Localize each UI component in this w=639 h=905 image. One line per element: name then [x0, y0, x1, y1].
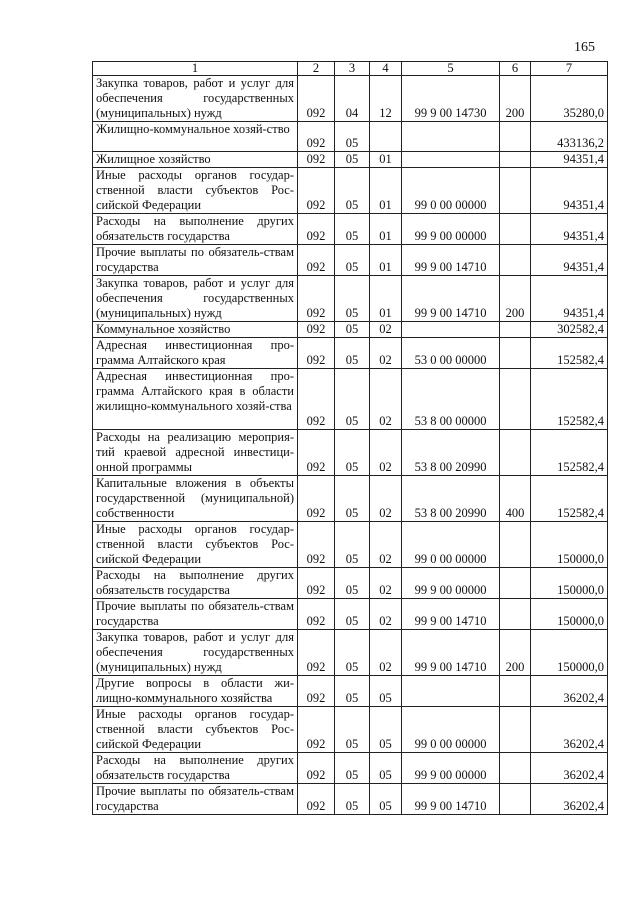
cell-code-section: 05 — [335, 214, 370, 245]
cell-code-admin: 092 — [298, 630, 335, 676]
table-row — [93, 630, 608, 676]
cell-amount: 94351,4 — [531, 276, 608, 322]
cell-code-admin: 092 — [298, 245, 335, 276]
cell-code-expense-type: 200 — [500, 630, 531, 676]
cell-code-target — [402, 152, 500, 168]
cell-amount: 150000,0 — [531, 599, 608, 630]
cell-code-expense-type: 200 — [500, 76, 531, 122]
cell-code-subsection: 02 — [370, 630, 402, 676]
cell-code-expense-type — [500, 338, 531, 369]
cell-code-admin: 092 — [298, 214, 335, 245]
cell-code-subsection: 01 — [370, 276, 402, 322]
cell-code-section: 05 — [335, 152, 370, 168]
cell-amount: 94351,4 — [531, 214, 608, 245]
table-row — [93, 753, 608, 784]
cell-code-expense-type: 400 — [500, 476, 531, 522]
cell-code-section: 05 — [335, 276, 370, 322]
cell-code-target — [402, 322, 500, 338]
column-header: 7 — [531, 62, 608, 76]
cell-code-expense-type — [500, 168, 531, 214]
cell-amount: 150000,0 — [531, 568, 608, 599]
cell-code-section: 05 — [335, 630, 370, 676]
cell-code-section: 05 — [335, 322, 370, 338]
cell-amount: 150000,0 — [531, 522, 608, 568]
table-row — [93, 369, 608, 430]
cell-code-admin: 092 — [298, 152, 335, 168]
cell-code-expense-type — [500, 707, 531, 753]
cell-code-subsection: 02 — [370, 476, 402, 522]
cell-amount: 36202,4 — [531, 784, 608, 815]
cell-code-section: 05 — [335, 122, 370, 152]
cell-amount: 433136,2 — [531, 122, 608, 152]
cell-code-admin: 092 — [298, 122, 335, 152]
cell-code-target: 53 8 00 00000 — [402, 369, 500, 430]
cell-code-target: 99 9 00 14710 — [402, 599, 500, 630]
cell-code-expense-type — [500, 214, 531, 245]
cell-code-expense-type — [500, 753, 531, 784]
cell-name: Прочие выплаты по обязатель-ствам государства — [93, 599, 298, 630]
cell-code-section: 05 — [335, 707, 370, 753]
cell-code-section: 05 — [335, 784, 370, 815]
cell-code-expense-type — [500, 784, 531, 815]
cell-code-subsection: 12 — [370, 76, 402, 122]
cell-name: Расходы на выполнение других обязательств государства — [93, 753, 298, 784]
table-row — [93, 676, 608, 707]
cell-code-subsection: 02 — [370, 322, 402, 338]
cell-name: Расходы на выполнение других обязательств государства — [93, 568, 298, 599]
cell-name: Жилищно-коммунальное хозяй-ство — [93, 122, 298, 152]
cell-name: Прочие выплаты по обязатель-ствам государства — [93, 245, 298, 276]
cell-code-expense-type — [500, 430, 531, 476]
cell-name: Иные расходы органов государ-ственной власти субъектов Рос-сийской Федерации — [93, 168, 298, 214]
cell-name: Прочие выплаты по обязатель-ствам государства — [93, 784, 298, 815]
cell-name: Закупка товаров, работ и услуг для обеспечения государственных (муниципальных) нужд — [93, 630, 298, 676]
cell-code-target: 53 8 00 20990 — [402, 430, 500, 476]
cell-code-target: 99 9 00 00000 — [402, 568, 500, 599]
table-row — [93, 784, 608, 815]
cell-code-admin: 092 — [298, 322, 335, 338]
cell-code-target: 99 9 00 14710 — [402, 276, 500, 322]
cell-amount: 152582,4 — [531, 430, 608, 476]
cell-code-expense-type — [500, 245, 531, 276]
cell-code-subsection: 01 — [370, 245, 402, 276]
cell-name: Капитальные вложения в объекты государственной (муниципальной) собственности — [93, 476, 298, 522]
cell-code-admin: 092 — [298, 276, 335, 322]
cell-amount: 94351,4 — [531, 168, 608, 214]
cell-amount: 36202,4 — [531, 707, 608, 753]
cell-code-subsection: 05 — [370, 753, 402, 784]
cell-code-subsection: 05 — [370, 676, 402, 707]
cell-code-target: 99 0 00 00000 — [402, 168, 500, 214]
table-row — [93, 245, 608, 276]
column-header: 5 — [402, 62, 500, 76]
column-header: 4 — [370, 62, 402, 76]
table-row — [93, 168, 608, 214]
cell-code-admin: 092 — [298, 476, 335, 522]
cell-code-admin: 092 — [298, 568, 335, 599]
cell-code-target: 53 8 00 20990 — [402, 476, 500, 522]
cell-code-target — [402, 676, 500, 707]
cell-name: Расходы на выполнение других обязательств государства — [93, 214, 298, 245]
cell-code-subsection: 05 — [370, 707, 402, 753]
column-header: 2 — [298, 62, 335, 76]
cell-code-target: 99 9 00 14710 — [402, 245, 500, 276]
cell-code-section: 05 — [335, 430, 370, 476]
cell-name: Коммунальное хозяйство — [93, 322, 298, 338]
cell-code-admin: 092 — [298, 753, 335, 784]
header-row — [93, 62, 608, 76]
cell-code-admin: 092 — [298, 430, 335, 476]
cell-name: Закупка товаров, работ и услуг для обеспечения государственных (муниципальных) нужд — [93, 76, 298, 122]
table-row — [93, 152, 608, 168]
table-row — [93, 214, 608, 245]
table-row — [93, 338, 608, 369]
cell-code-subsection: 01 — [370, 152, 402, 168]
cell-code-section: 05 — [335, 476, 370, 522]
cell-code-subsection — [370, 122, 402, 152]
table-row — [93, 76, 608, 122]
cell-code-target: 99 9 00 00000 — [402, 753, 500, 784]
cell-code-admin: 092 — [298, 338, 335, 369]
cell-code-admin: 092 — [298, 369, 335, 430]
cell-code-subsection: 02 — [370, 522, 402, 568]
cell-amount: 36202,4 — [531, 753, 608, 784]
cell-code-section: 05 — [335, 168, 370, 214]
column-header: 6 — [500, 62, 531, 76]
cell-name: Жилищное хозяйство — [93, 152, 298, 168]
cell-code-target: 99 9 00 14730 — [402, 76, 500, 122]
cell-code-target: 99 9 00 14710 — [402, 630, 500, 676]
cell-code-admin: 092 — [298, 676, 335, 707]
cell-code-section: 05 — [335, 522, 370, 568]
cell-code-section: 05 — [335, 676, 370, 707]
cell-code-section: 05 — [335, 245, 370, 276]
cell-amount: 302582,4 — [531, 322, 608, 338]
table-row — [93, 599, 608, 630]
table-row — [93, 276, 608, 322]
cell-name: Адресная инвестиционная про-грамма Алтайского края — [93, 338, 298, 369]
cell-name: Иные расходы органов государ-ственной власти субъектов Рос-сийской Федерации — [93, 707, 298, 753]
table-row — [93, 476, 608, 522]
column-header: 3 — [335, 62, 370, 76]
cell-code-expense-type — [500, 568, 531, 599]
table-row — [93, 568, 608, 599]
cell-code-expense-type — [500, 599, 531, 630]
page-number: 165 — [574, 40, 595, 55]
cell-code-expense-type — [500, 322, 531, 338]
cell-code-subsection: 01 — [370, 214, 402, 245]
cell-code-target: 99 0 00 00000 — [402, 522, 500, 568]
cell-name: Закупка товаров, работ и услуг для обеспечения государственных (муниципальных) нужд — [93, 276, 298, 322]
cell-code-expense-type — [500, 369, 531, 430]
cell-code-subsection: 02 — [370, 599, 402, 630]
table-row — [93, 122, 608, 152]
cell-name: Иные расходы органов государ-ственной власти субъектов Рос-сийской Федерации — [93, 522, 298, 568]
cell-code-admin: 092 — [298, 599, 335, 630]
cell-amount: 152582,4 — [531, 476, 608, 522]
cell-code-expense-type — [500, 676, 531, 707]
cell-amount: 152582,4 — [531, 369, 608, 430]
cell-code-admin: 092 — [298, 76, 335, 122]
table-row — [93, 430, 608, 476]
cell-code-expense-type: 200 — [500, 276, 531, 322]
cell-code-admin: 092 — [298, 522, 335, 568]
cell-amount: 94351,4 — [531, 152, 608, 168]
cell-name: Расходы на реализацию мероприя-тий краевой адресной инвестици-онной программы — [93, 430, 298, 476]
cell-code-expense-type — [500, 152, 531, 168]
cell-code-subsection: 02 — [370, 369, 402, 430]
column-header: 1 — [93, 62, 298, 76]
cell-code-subsection: 02 — [370, 430, 402, 476]
cell-code-target — [402, 122, 500, 152]
cell-code-expense-type — [500, 522, 531, 568]
cell-code-section: 05 — [335, 338, 370, 369]
cell-code-admin: 092 — [298, 168, 335, 214]
cell-code-section: 05 — [335, 369, 370, 430]
cell-code-target: 99 9 00 14710 — [402, 784, 500, 815]
budget-table — [92, 61, 608, 815]
cell-amount: 150000,0 — [531, 630, 608, 676]
cell-code-section: 05 — [335, 599, 370, 630]
cell-code-subsection: 02 — [370, 338, 402, 369]
table-row — [93, 522, 608, 568]
cell-code-subsection: 02 — [370, 568, 402, 599]
cell-code-subsection: 01 — [370, 168, 402, 214]
table-row — [93, 707, 608, 753]
cell-name: Адресная инвестиционная про-грамма Алтайского края в области жилищно-коммунального хозяй-ства — [93, 369, 298, 430]
cell-code-target: 53 0 00 00000 — [402, 338, 500, 369]
cell-amount: 94351,4 — [531, 245, 608, 276]
cell-code-section: 05 — [335, 753, 370, 784]
cell-code-admin: 092 — [298, 784, 335, 815]
cell-code-expense-type — [500, 122, 531, 152]
cell-code-subsection: 05 — [370, 784, 402, 815]
cell-code-target: 99 0 00 00000 — [402, 707, 500, 753]
cell-amount: 35280,0 — [531, 76, 608, 122]
cell-amount: 152582,4 — [531, 338, 608, 369]
cell-name: Другие вопросы в области жи-лищно-коммунального хозяйства — [93, 676, 298, 707]
cell-code-section: 05 — [335, 568, 370, 599]
cell-amount: 36202,4 — [531, 676, 608, 707]
cell-code-admin: 092 — [298, 707, 335, 753]
cell-code-section: 04 — [335, 76, 370, 122]
table-row — [93, 322, 608, 338]
cell-code-target: 99 9 00 00000 — [402, 214, 500, 245]
